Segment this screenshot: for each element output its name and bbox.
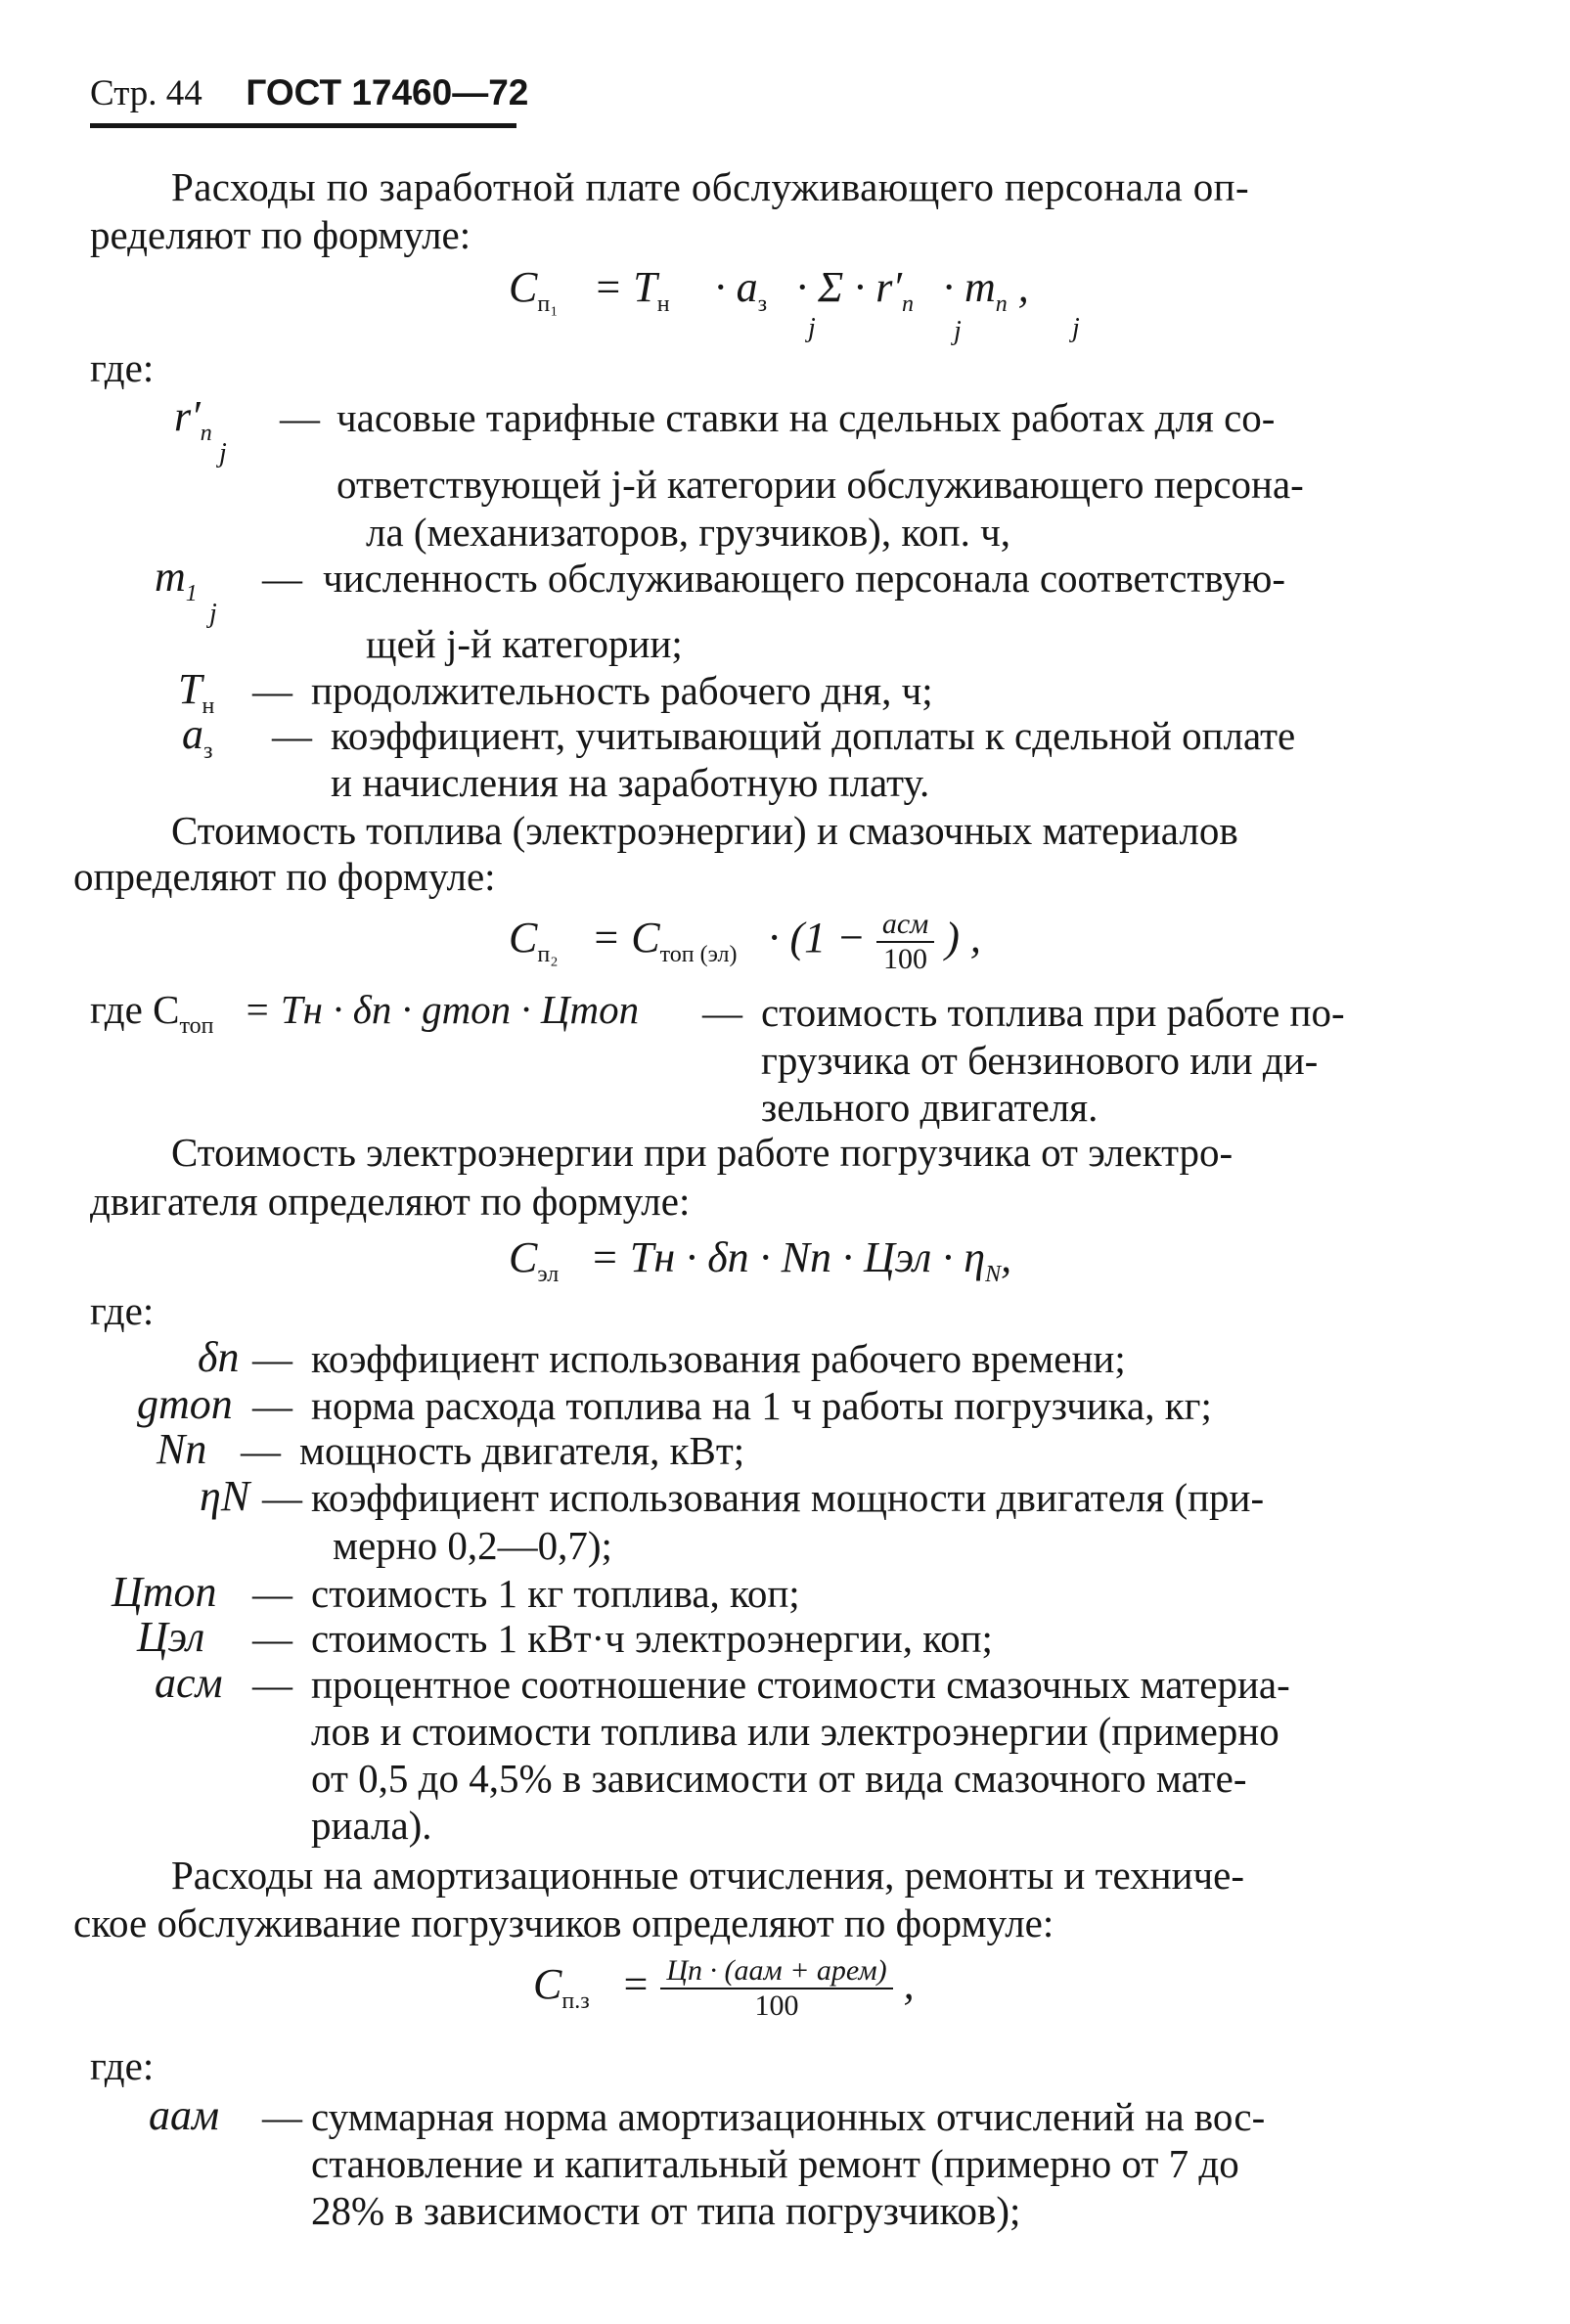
definition-line: часовые тарифные ставки на сдельных работах для со- [336,395,1276,440]
definition-dash: — [262,2094,302,2139]
formula-2: $C_{п_2} = C_{топ (эл)} \cdot (1$ − $\frac{\text{aсм}}{100}$ ) , [509,908,981,975]
paragraph-line: Стоимость топлива (электроэнергии) и смазочных материалов [171,808,1238,853]
definition-dash: — [262,556,302,601]
where-expression: где $C_{топ}$ = Tн · δп · gтоп · Цтоп [90,987,640,1039]
formula-1: $C_{п_1} = T_н \cdot a_з \cdot \Sigma \cdot r'_n \cdot m_n$ , [509,263,1029,317]
definition-dash: — [272,713,312,758]
definition-line: суммарная норма амортизационных отчислений на вос- [311,2094,1266,2139]
definition-dash: — [252,1336,292,1381]
definition-line: ответствующей j-й категории обслуживающего персона- [336,462,1304,507]
paragraph-line: Расходы по заработной плате обслуживающего персонала оп- [171,164,1250,209]
symbol-eta: ηN [200,1472,250,1520]
formula-4: $C_{п.з}$ = $\frac{\text{Цп · (aам + aрем)}}{100}$ , [533,1954,915,2022]
definition-line: продолжительность рабочего дня, ч; [311,668,933,713]
definition-line: стоимость топлива при работе по- [761,990,1345,1035]
definition-dash: — [252,1383,292,1428]
symbol-delta: δп [198,1333,240,1381]
symbol-m: $m_1$ [155,553,198,606]
definition-line: от 0,5 до 4,5% в зависимости от вида смазочного мате- [311,1756,1247,1801]
definition-line: грузчика от бензинового или ди- [761,1038,1319,1083]
where-label: где: [90,345,155,390]
definition-line: ла (механизаторов, грузчиков), коп. ч, [366,510,1010,555]
formula-3: $C_{эл}$ = Tн · δп · Nп · Цэл · $\eta_N$, [509,1233,1012,1287]
symbol-index: j [209,599,217,629]
definition-line: мерно 0,2—0,7); [333,1523,612,1568]
paragraph-line: Стоимость электроэнергии при работе погрузчика от электро- [171,1130,1234,1175]
symbol-N: Nп [157,1425,207,1473]
symbol-a-sm: aсм [155,1659,223,1707]
definition-dash: — [252,1616,292,1661]
definition-line: коэффициент, учитывающий доплаты к сдельной оплате [331,713,1296,758]
definition-line: процентное соотношение стоимости смазочных материа- [311,1662,1290,1707]
definition-line: риала). [311,1803,432,1848]
symbol-index: j [219,438,227,469]
symbol-C-el: Цэл [137,1613,205,1661]
definition-line: численность обслуживающего персонала соответствую- [323,556,1285,601]
symbol-r-prime: $r'_n$ [174,392,212,446]
paragraph-line: двигателя определяют по формуле: [90,1179,691,1224]
definition-line: лов и стоимости топлива или электроэнергии (примерно [311,1709,1279,1754]
definition-line: зельного двигателя. [761,1085,1099,1130]
definition-line: мощность двигателя, кВт; [299,1428,745,1473]
definition-dash: — [280,395,320,440]
definition-line: и начисления на заработную плату. [331,760,930,805]
formula-1-index: j [954,316,962,346]
definition-line: щей j-й категории; [366,621,683,666]
page-header [90,74,528,112]
definition-line: 28% в зависимости от типа погрузчиков); [311,2188,1021,2233]
definition-line: коэффициент использования мощности двигателя (при- [311,1475,1265,1520]
paragraph-line: ское обслуживание погрузчиков определяют по формуле: [73,1900,1054,1945]
standard-title: ГОСТ 17460—72 [246,72,529,112]
definition-line: норма расхода топлива на 1 ч работы погрузчика, кг; [311,1383,1212,1428]
definition-line: становление и капитальный ремонт (примерно от 7 до [311,2141,1239,2186]
formula-1-index: j [808,313,816,343]
header-rule [90,123,516,128]
definition-line: коэффициент использования рабочего времени; [311,1336,1126,1381]
symbol-C-fuel: Цтоп [112,1568,217,1616]
symbol-az: $a_з$ [182,710,213,764]
where-label: где: [90,1288,155,1333]
definition-line: стоимость 1 кг топлива, коп; [311,1571,800,1616]
definition-dash: — [702,990,742,1035]
definition-dash: — [252,1662,292,1707]
symbol-g: gтоп [137,1380,233,1428]
formula-1-index: j [1072,313,1080,343]
definition-dash: — [252,1571,292,1616]
definition-line: стоимость 1 кВт·ч электроэнергии, коп; [311,1616,993,1661]
definition-dash: — [252,668,292,713]
definition-dash: — [241,1428,281,1473]
definition-dash: — [262,1475,302,1520]
symbol-Tn: $T_н$ [178,665,215,719]
where-label: где: [90,2043,155,2088]
paragraph-line: определяют по формуле: [73,854,496,899]
paragraph-line: Расходы на амортизационные отчисления, ремонты и техниче- [171,1853,1245,1898]
page-number: Стр. 44 [90,73,202,113]
paragraph-line: ределяют по формуле: [90,212,471,257]
symbol-a-am: aам [149,2091,220,2139]
